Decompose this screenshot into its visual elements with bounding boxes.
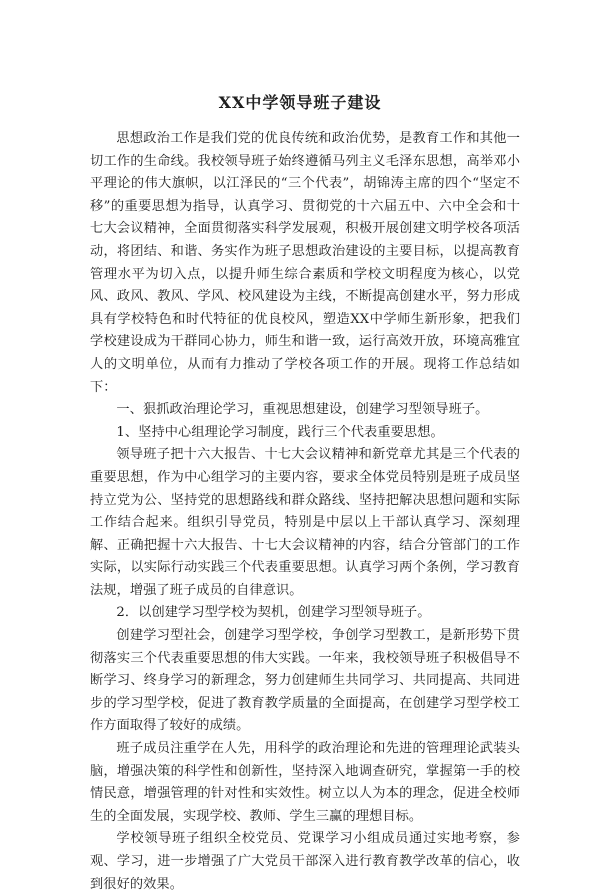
document-title: XX中学领导班子建设	[218, 93, 382, 112]
paragraph-theory-study: 领导班子把十六大报告、十七大会议精神和新党章尤其是三个代表的重要思想，作为中心组学习的主要内容，要求全体党员特别是班子成员坚持立党为公、坚持党的思想路线和群众路线、坚持把解决思想问题和实际工作结合起来。组织引导党员，特别是中层以上干部认真学习、深刻理解、正确把握十六大报告、十七大会议精神的内容，结合分管部门的工作实际，以实际行动实践三个代表重要思想。认真学习两个条例，学习教育法规，增强了班子成员的自律意识。	[90, 447, 520, 598]
subsection-heading-1: 1、坚持中心组理论学习制度，践行三个代表重要思想。	[116, 424, 444, 440]
paragraph-field-study: 学校领导班子组织全校党员、党课学习小组成员通过实地考察，参观、学习，进一步增强了广大党员干部深入进行教育教学改革的信心，收到很好的效果。	[90, 831, 520, 892]
paragraph-team-members: 班子成员注重学在人先，用科学的政治理论和先进的管理理论武装头脑，增强决策的科学性和创新性，坚持深入地调查研究，掌握第一手的校情民意，增强管理的针对性和实效性。树立以人为本的理念，促进全校师生的全面发展，实现学校、教师、学生三赢的理想目标。	[90, 741, 520, 824]
paragraph-learning-school: 创建学习型社会，创建学习型学校，争创学习型教工，是新形势下贯彻落实三个代表重要思想的伟大实践。一年来，我校领导班子积极倡导不断学习、终身学习的新理念，努力创建师生共同学习、共同提高、共同进步的学习型学校，促进了教育教学质量的全面提高，在创建学习型学校工作方面取得了较好的成绩。	[90, 628, 520, 734]
document-body	[90, 128, 520, 896]
subsection-heading-2: 2．以创建学习型学校为契机，创建学习型领导班子。	[116, 605, 431, 621]
section-heading-1: 一、狠抓政治理论学习，重视思想建设，创建学习型领导班子。	[116, 402, 489, 418]
paragraph-intro: 思想政治工作是我们党的优良传统和政治优势，是教育工作和其他一切工作的生命线。我校领导班子始终遵循马列主义毛泽东思想，高举邓小平理论的伟大旗帜，以江泽民的“三个代表”，胡锦涛主席的四个“坚定不移”的重要思想为指导，认真学习、贯彻党的十六届五中、六中全会和十七大会议精神，全面贯彻落实科学发展观，积极开展创建文明学校各项活动，将团结、和谐、务实作为班子思想政治建设的主要目标，以提高教育管理水平为切入点，以提升师生综合素质和学校文明程度为核心，以党风、政风、教风、学风、校风建设为主线，不断提高创建水平，努力形成具有学校特色和时代特征的优良校风，塑造XX中学师生新形象，把我们学校建设成为干群同心协力，师生和谐一致，运行高效开放，环境高雅宜人的文明单位，从而有力推动了学校各项工作的开展。现将工作总结如下：	[90, 131, 520, 395]
